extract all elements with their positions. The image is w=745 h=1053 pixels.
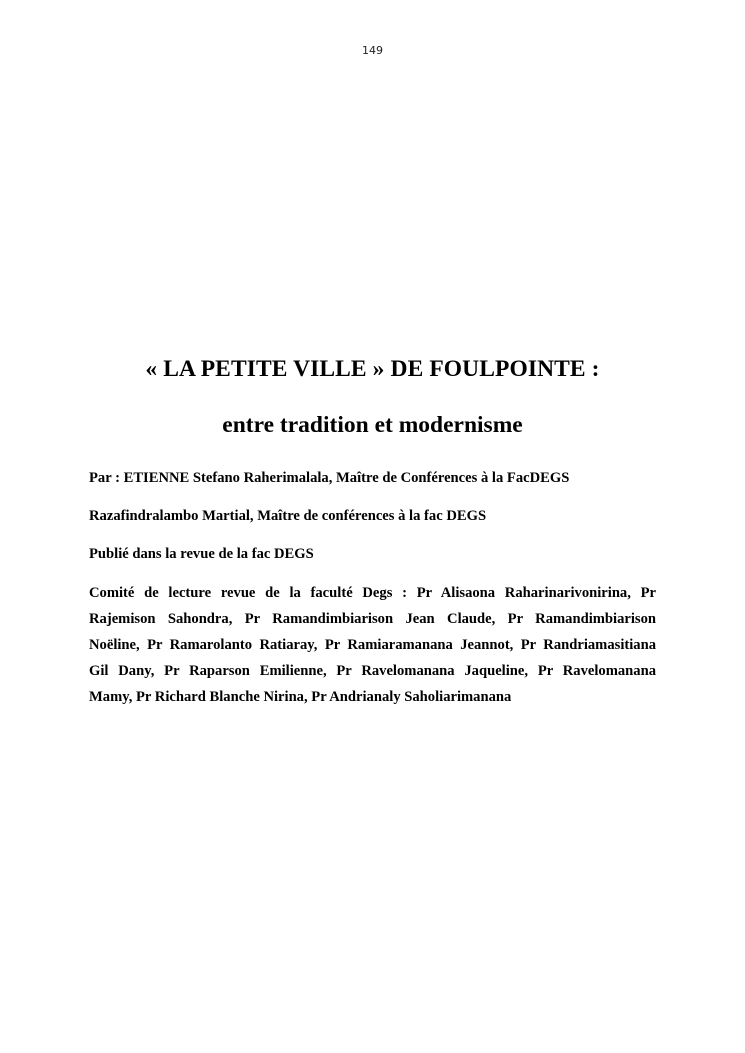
- publication-note: Publié dans la revue de la fac DEGS: [89, 546, 314, 562]
- document-title: « LA PETITE VILLE » DE FOULPOINTE :: [145, 356, 600, 382]
- committee-line: Rajemison Sahondra, Pr Ramandimbiarison Jean Claude, Pr Ramandimbiarison: [89, 611, 656, 627]
- document-subtitle: entre tradition et modernisme: [222, 412, 523, 438]
- committee-line: Comité de lecture revue de la faculté Degs : Pr Alisaona Raharinarivonirina, Pr: [89, 585, 656, 601]
- reading-committee: [89, 580, 656, 710]
- committee-line: Mamy, Pr Richard Blanche Nirina, Pr Andrianaly Saholiarimanana: [89, 689, 512, 705]
- page-number: 149: [362, 44, 383, 57]
- author-line-2: Razafindralambo Martial, Maître de conférences à la fac DEGS: [89, 508, 487, 524]
- committee-line: Gil Dany, Pr Raparson Emilienne, Pr Ravelomanana Jaqueline, Pr Ravelomanana: [89, 663, 656, 679]
- author-line-1: Par : ETIENNE Stefano Raherimalala, Maître de Conférences à la FacDEGS: [89, 470, 570, 486]
- committee-line: Noëline, Pr Ramarolanto Ratiaray, Pr Ramiaramanana Jeannot, Pr Randriamasitiana: [89, 637, 656, 653]
